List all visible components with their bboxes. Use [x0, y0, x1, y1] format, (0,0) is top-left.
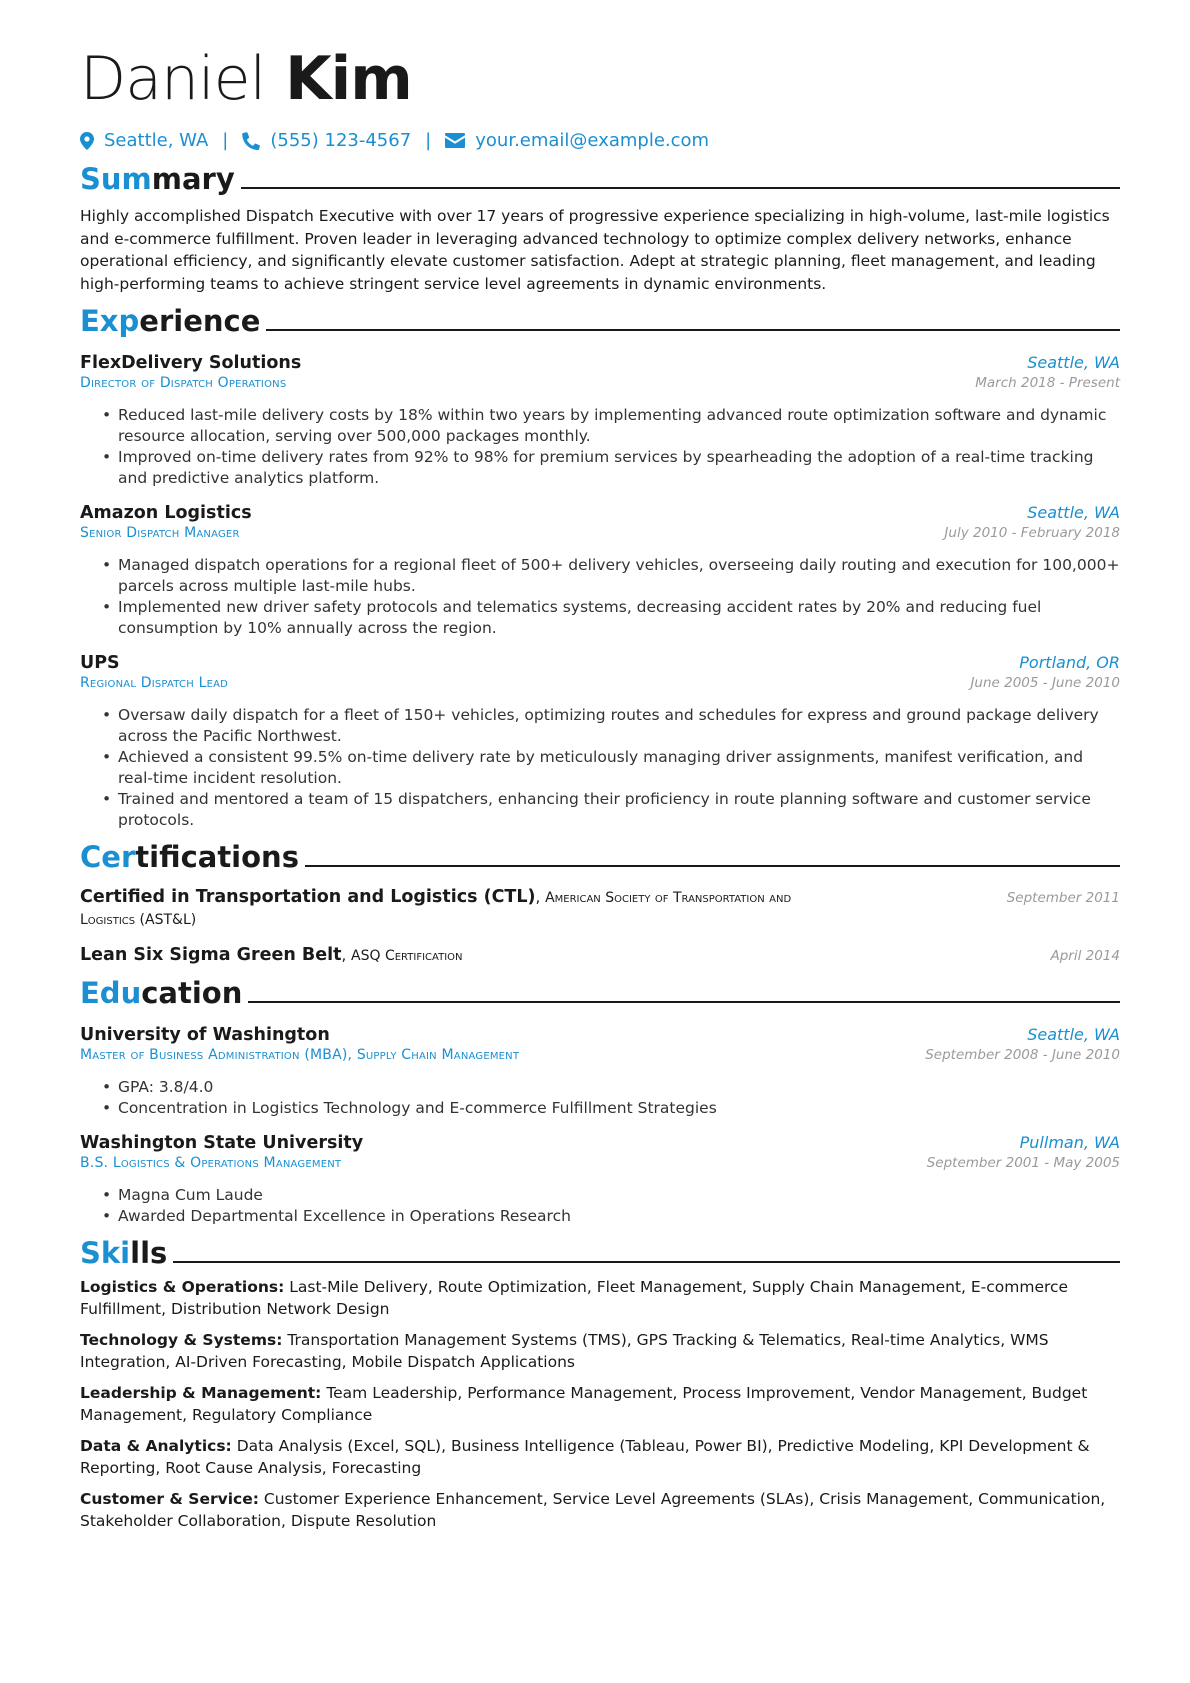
section-title: Skills: [80, 1236, 168, 1270]
list-item: • Concentration in Logistics Technology and E-commerce Fulfillment Strategies: [118, 1098, 1120, 1119]
last-name: Kim: [285, 44, 412, 114]
skill-label: Leadership & Management:: [80, 1384, 322, 1402]
contact-phone[interactable]: [242, 130, 411, 151]
job-title: Regional Dispatch Lead: [80, 675, 229, 691]
summary-text: Highly accomplished Dispatch Executive with over 17 years of progressive experience specializing in high-volume, last-mile logistics and e-commerce fulfillment. Proven leader in leveraging advanced technology to optimize complex delivery networks, enhance operational efficiency, and significantly elevate customer satisfaction. Adept at strategic planning, fleet management, and leading high-performing teams to achieve stringent service level agreements in dynamic environments.: [80, 207, 1110, 293]
skill-group: [80, 1436, 1120, 1479]
job-dates: June 2005 - June 2010: [970, 675, 1120, 691]
experience-entry: [80, 351, 1120, 489]
skill-group: [80, 1383, 1120, 1426]
education-details: [80, 1077, 1120, 1119]
job-location: Portland, OR: [1019, 653, 1120, 672]
job-dates: July 2010 - February 2018: [944, 525, 1120, 541]
certification-date: September 2011: [1006, 890, 1120, 906]
certification-name: Lean Six Sigma Green Belt: [80, 945, 342, 965]
email-link[interactable]: your.email@example.com: [475, 130, 710, 151]
contact-bar: [80, 130, 1120, 151]
list-item: • Awarded Departmental Excellence in Operations Research: [118, 1206, 1120, 1227]
education-heading: [80, 975, 1120, 1011]
certifications-heading: [80, 839, 1120, 875]
job-title: Senior Dispatch Manager: [80, 525, 240, 541]
job-title: Director of Dispatch Operations: [80, 375, 287, 391]
location-text: Seattle, WA: [104, 130, 209, 151]
skill-group: [80, 1330, 1120, 1373]
school-location: Pullman, WA: [1019, 1133, 1120, 1152]
list-item: • Achieved a consistent 99.5% on-time delivery rate by meticulously managing driver assignments, manifest verification, and real-time incident resolution.: [118, 747, 1120, 789]
skill-values: Customer Experience Enhancement, Service Level Agreements (SLAs), Crisis Management, Communication, Stakeholder Collaboration, Dispute Resolution: [80, 1490, 1106, 1530]
list-item: • Trained and mentored a team of 15 dispatchers, enhancing their proficiency in route planning software and customer service protocols.: [118, 789, 1120, 831]
map-pin-icon: [80, 132, 94, 150]
certification-issuer: ASQ Certification: [351, 948, 463, 964]
certification-entry: Lean Six Sigma Green Belt, ASQ Certification April 2014: [80, 945, 1120, 965]
education-entry: [80, 1131, 1120, 1227]
phone-icon: [242, 132, 260, 150]
summary-heading: [80, 161, 1120, 197]
experience-entry: [80, 651, 1120, 831]
certification-date: April 2014: [1050, 948, 1120, 964]
contact-location: [80, 130, 208, 151]
job-location: Seattle, WA: [1027, 503, 1120, 522]
experience-heading: [80, 303, 1120, 339]
company-name: FlexDelivery Solutions: [80, 353, 302, 373]
skill-values: Data Analysis (Excel, SQL), Business Intelligence (Tableau, Power BI), Predictive Modeling, KPI Development & Reporting, Root Cause Analysis, Forecasting: [80, 1437, 1090, 1477]
job-dates: March 2018 - Present: [975, 375, 1120, 391]
education-dates: September 2008 - June 2010: [925, 1047, 1120, 1063]
section-title: Summary: [80, 162, 235, 196]
list-item: • Implemented new driver safety protocols and telematics systems, decreasing accident rates by 20% and reducing fuel consumption by 10% annually across the region.: [118, 597, 1120, 639]
school-location: Seattle, WA: [1027, 1025, 1120, 1044]
skill-label: Technology & Systems:: [80, 1331, 283, 1349]
skill-label: Customer & Service:: [80, 1490, 259, 1508]
certification-issuer: American Society of Transportation and Logistics (AST&L): [80, 890, 792, 928]
contact-separator: |: [222, 130, 229, 151]
list-item: • GPA: 3.8/4.0: [118, 1077, 1120, 1098]
first-name: Daniel: [80, 44, 266, 114]
section-rule: [305, 865, 1120, 867]
section-title: Education: [80, 976, 243, 1010]
skill-group: [80, 1277, 1120, 1320]
contact-email[interactable]: [445, 130, 709, 151]
education-details: [80, 1185, 1120, 1227]
degree: Master of Business Administration (MBA), Supply Chain Management: [80, 1047, 520, 1063]
degree: B.S. Logistics & Operations Management: [80, 1155, 342, 1171]
skill-label: Logistics & Operations:: [80, 1278, 285, 1296]
experience-entry: [80, 501, 1120, 639]
skill-label: Data & Analytics:: [80, 1437, 232, 1455]
school-name: University of Washington: [80, 1025, 330, 1045]
certification-name: Certified in Transportation and Logistics (CTL): [80, 887, 536, 907]
list-item: • Reduced last-mile delivery costs by 18% within two years by implementing advanced route optimization software and dynamic resource allocation, serving over 500,000 packages monthly.: [118, 405, 1120, 447]
list-item: • Oversaw daily dispatch for a fleet of 150+ vehicles, optimizing routes and schedules for express and ground package delivery across the Pacific Northwest.: [118, 705, 1120, 747]
achievement-list: [80, 555, 1120, 639]
achievement-list: [80, 705, 1120, 831]
section-rule: [241, 187, 1120, 189]
section-rule: [266, 329, 1120, 331]
skill-values: Last-Mile Delivery, Route Optimization, Fleet Management, Supply Chain Management, E-commerce Fulfillment, Distribution Network Design: [80, 1278, 1069, 1318]
section-title: Certifications: [80, 840, 299, 874]
phone-text: (555) 123-4567: [270, 130, 412, 151]
school-name: Washington State University: [80, 1133, 364, 1153]
list-item: • Managed dispatch operations for a regional fleet of 500+ delivery vehicles, overseeing daily routing and execution for 100,000+ parcels across multiple last-mile hubs.: [118, 555, 1120, 597]
skill-group: [80, 1489, 1120, 1532]
list-item: • Improved on-time delivery rates from 92% to 98% for premium services by spearheading the adoption of a real-time tracking and predictive analytics platform.: [118, 447, 1120, 489]
section-rule: [248, 1001, 1120, 1003]
list-item: • Magna Cum Laude: [118, 1185, 1120, 1206]
achievement-list: [80, 405, 1120, 489]
envelope-icon: [445, 133, 465, 148]
candidate-name: [80, 44, 1120, 114]
company-name: UPS: [80, 653, 120, 673]
skills-heading: [80, 1235, 1120, 1271]
contact-separator: |: [425, 130, 432, 151]
skill-values: Transportation Management Systems (TMS), GPS Tracking & Telematics, Real-time Analytics, WMS Integration, AI-Driven Forecasting, Mobile Dispatch Applications: [80, 1331, 1049, 1371]
section-rule: [173, 1261, 1120, 1263]
certification-entry: Certified in Transportation and Logistics (CTL), American Society of Transportation and Logistics (AST&L) September 2011: [80, 887, 1120, 928]
job-location: Seattle, WA: [1027, 353, 1120, 372]
skill-values: Team Leadership, Performance Management, Process Improvement, Vendor Management, Budget Management, Regulatory Compliance: [80, 1384, 1088, 1424]
education-entry: [80, 1023, 1120, 1119]
section-title: Experience: [80, 304, 261, 338]
company-name: Amazon Logistics: [80, 503, 252, 523]
education-dates: September 2001 - May 2005: [926, 1155, 1120, 1171]
